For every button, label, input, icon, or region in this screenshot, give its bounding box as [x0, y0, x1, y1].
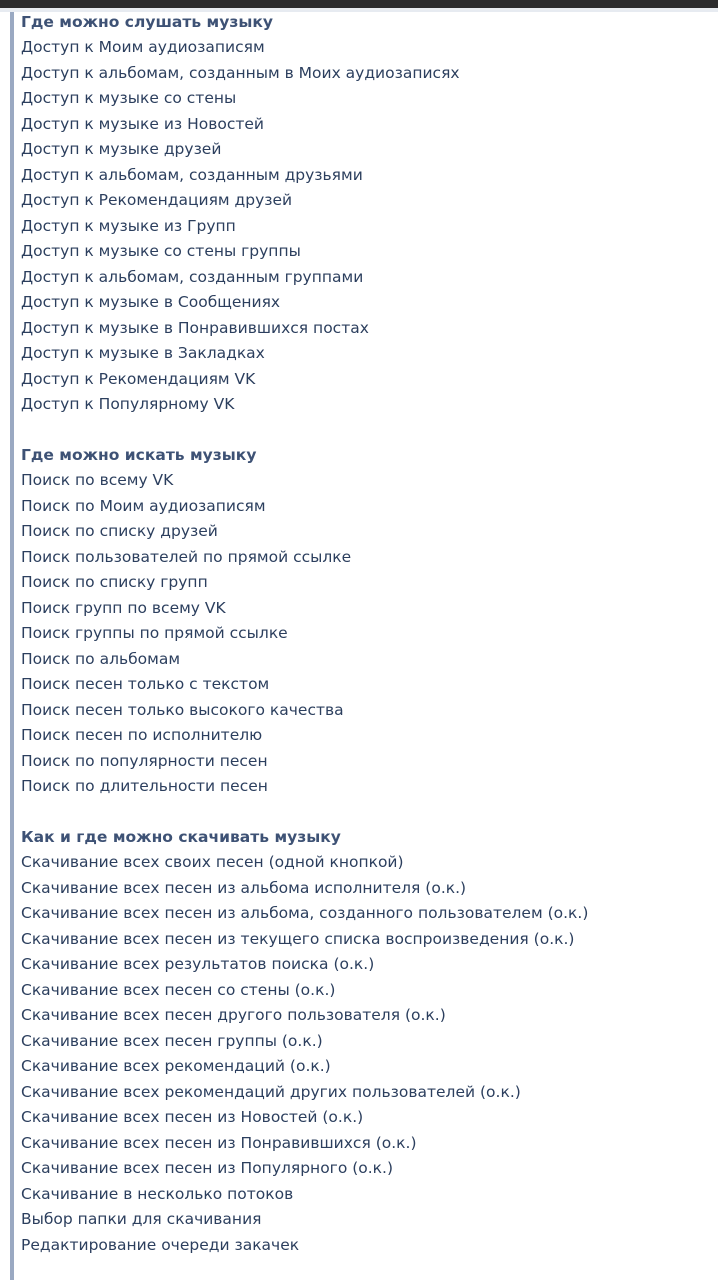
list-item: Поиск по альбомам: [21, 649, 181, 668]
list-item: Скачивание всех песен из Новостей (о.к.): [21, 1108, 364, 1126]
list-item: Доступ к музыке из Групп: [21, 216, 236, 235]
list-item: Доступ к музыке со стены группы: [21, 242, 301, 260]
list-item: Доступ к Рекомендациям друзей: [21, 191, 293, 209]
list-item: Скачивание всех песен группы (о.к.): [21, 1031, 323, 1050]
list-item: Доступ к музыке из Новостей: [21, 114, 264, 133]
list-item: Поиск по популярности песен: [21, 751, 268, 770]
features-list-container: [21, 12, 711, 1258]
section-title-listen: Где можно слушать музыку: [21, 13, 273, 31]
list-item: Скачивание всех песен из Понравившихся (о.к.): [21, 1133, 417, 1152]
list-item: Доступ к Популярному VK: [21, 395, 235, 413]
list-item: Поиск песен только высокого качества: [21, 700, 344, 719]
list-item: Поиск по всему VK: [21, 471, 174, 489]
list-item: Поиск по Моим аудиозаписям: [21, 496, 266, 515]
section-download-music: [21, 825, 711, 1259]
list-item: Поиск пользователей по прямой ссылке: [21, 547, 352, 566]
list-item: Скачивание в несколько потоков: [21, 1184, 294, 1203]
list-item: Доступ к альбомам, созданным в Моих аудиозаписях: [21, 63, 460, 82]
list-item: Доступ к Моим аудиозаписям: [21, 38, 265, 56]
list-item: Выбор папки для скачивания: [21, 1210, 262, 1228]
list-item: Редактирование очереди закачек: [21, 1235, 300, 1254]
list-item: Доступ к альбомам, созданным друзьями: [21, 165, 363, 184]
list-item: Доступ к музыке в Сообщениях: [21, 293, 281, 311]
list-item: Скачивание всех песен со стены (о.к.): [21, 980, 336, 999]
download-feature-list: [21, 850, 711, 1258]
section-title-download: Как и где можно скачивать музыку: [21, 827, 341, 846]
listen-feature-list: [21, 35, 711, 418]
list-item: Скачивание всех песен из альбома исполнителя (о.к.): [21, 878, 467, 897]
list-item: Поиск песен только с текстом: [21, 675, 270, 693]
list-item: Скачивание всех песен другого пользователя (о.к.): [21, 1006, 446, 1024]
list-item: Поиск группы по прямой ссылке: [21, 624, 288, 642]
section-spacer: [21, 800, 711, 825]
section-spacer: [21, 418, 711, 443]
list-item: Поиск песен по исполнителю: [21, 726, 263, 744]
list-item: Скачивание всех результатов поиска (о.к.): [21, 955, 375, 973]
features-content-panel: [10, 12, 718, 1280]
section-listen-music: [21, 12, 711, 418]
list-item: Поиск по длительности песен: [21, 777, 268, 795]
window-top-bar: [0, 0, 718, 8]
list-item: Доступ к Рекомендациям VK: [21, 369, 256, 388]
list-item: Доступ к музыке в Закладках: [21, 344, 265, 362]
section-title-search: Где можно искать музыку: [21, 445, 257, 464]
list-item: Доступ к музыке со стены: [21, 89, 237, 107]
list-item: Поиск групп по всему VK: [21, 598, 226, 617]
list-item: Доступ к альбомам, созданным группами: [21, 267, 364, 286]
section-search-music: [21, 443, 711, 800]
list-item: Поиск по списку групп: [21, 573, 208, 591]
list-item: Скачивание всех песен из Популярного (о.к.): [21, 1159, 394, 1177]
search-feature-list: [21, 468, 711, 800]
list-item: Скачивание всех песен из альбома, созданного пользователем (о.к.): [21, 904, 589, 922]
list-item: Скачивание всех своих песен (одной кнопкой): [21, 853, 404, 871]
list-item: Доступ к музыке в Понравившихся постах: [21, 318, 369, 337]
list-item: Скачивание всех рекомендаций других пользователей (о.к.): [21, 1082, 521, 1101]
list-item: Скачивание всех песен из текущего списка воспроизведения (о.к.): [21, 929, 575, 948]
list-item: Поиск по списку друзей: [21, 522, 218, 540]
list-item: Доступ к музыке друзей: [21, 140, 222, 158]
list-item: Скачивание всех рекомендаций (о.к.): [21, 1057, 331, 1075]
